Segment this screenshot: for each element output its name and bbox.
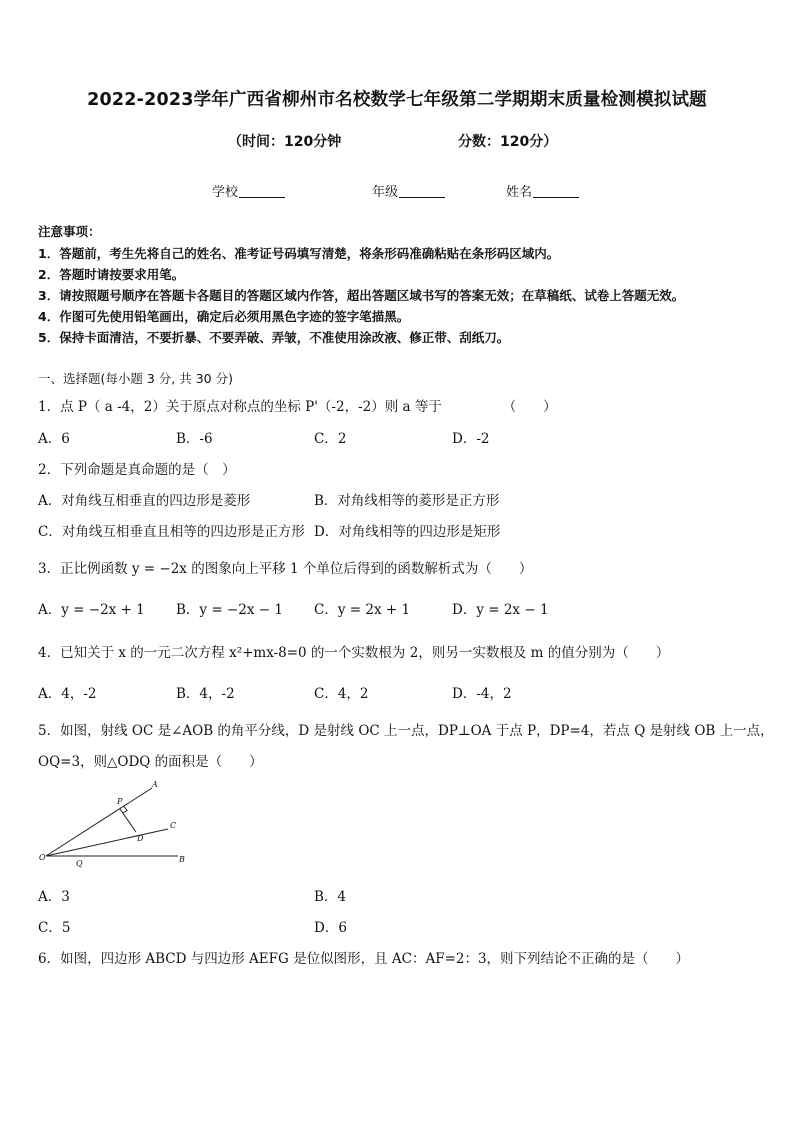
ray-oa [46,788,152,856]
q1-option-c[interactable]: C．2 [314,431,347,447]
label-q: Q [76,859,83,868]
q5-option-a[interactable]: A．3 [38,889,70,905]
q1-option-d[interactable]: D．-2 [452,431,490,447]
label-b: B [179,855,185,864]
school-blank[interactable] [239,184,285,198]
segment-dp [120,809,136,832]
exam-time: （时间：120分钟 [228,134,342,150]
q5-option-b[interactable]: B．4 [314,889,347,905]
question-6-stem: 6．如图，四边形 ABCD 与四边形 AEFG 是位似图形，且 AC：AF=2：3，则下列结论不正确的是（ ） [38,951,690,967]
question-5-stem-line-2: OQ=3，则△ODQ 的面积是（ ） [38,754,263,770]
note-item: 2．答题时请按要求用笔。 [38,267,185,282]
grade-blank[interactable] [399,184,445,198]
exam-score: 分数：120分） [458,134,558,150]
name-field [506,181,579,200]
name-blank[interactable] [533,184,579,198]
q2-option-b[interactable]: B．对角线相等的菱形是正方形 [314,493,500,509]
note-item: 1．答题前，考生先将自己的姓名、准考证号码填写清楚，将条形码准确粘贴在条形码区域内。 [38,246,560,261]
q4-option-b[interactable]: B．4，-2 [176,686,235,702]
question-3-stem: 3．正比例函数 y = −2x 的图象向上平移 1 个单位后得到的函数解析式为（ ） [38,561,533,577]
label-c: C [170,821,177,830]
school-field [212,181,285,200]
ray-oc [46,829,168,856]
q4-option-c[interactable]: C．4，2 [314,686,369,702]
question-5-stem-line-1: 5．如图，射线 OC 是∠AOB 的角平分线，D 是射线 OC 上一点，DP⊥OA 于点 P，DP=4，若点 Q 是射线 OB 上一点， [38,723,774,739]
grade-field [372,181,445,200]
q3-option-a[interactable]: A．y = −2x + 1 [38,602,145,618]
q3-option-b[interactable]: B．y = −2x − 1 [176,602,283,618]
note-item: 3．请按照题号顺序在答题卡各题目的答题区域内作答，超出答题区域书写的答案无效；在草稿纸、试卷上答题无效。 [38,288,685,303]
school-label: 学校 [212,185,239,200]
q3-option-d[interactable]: D．y = 2x − 1 [452,602,549,618]
section-heading: 一、选择题(每小题 3 分, 共 30 分) [38,371,233,386]
question-1-stem: 1．点 P（ a -4，2）关于原点对称点的坐标 P'（-2，-2）则 a 等于 （ ） [38,399,557,415]
q5-option-c[interactable]: C．5 [38,920,71,936]
grade-label: 年级 [372,185,399,200]
notes-heading: 注意事项： [38,224,101,239]
q1-option-a[interactable]: A．6 [38,431,70,447]
q5-option-d[interactable]: D．6 [314,920,347,936]
label-d: D [137,834,144,843]
q1-option-b[interactable]: B．-6 [176,431,213,447]
label-a: A [152,780,158,789]
q4-option-a[interactable]: A．4，-2 [38,686,97,702]
note-item: 5．保持卡面清洁，不要折暴、不要弄破、弄皱，不准使用涂改液、修正带、刮纸刀。 [38,330,510,345]
label-p: P [117,797,123,806]
question-2-stem: 2．下列命题是真命题的是（ ） [38,462,236,478]
q3-option-c[interactable]: C．y = 2x + 1 [314,602,411,618]
note-item: 4．作图可先使用铅笔画出，确定后必须用黑色字迹的签字笔描黑。 [38,309,410,324]
label-o: O [39,853,46,862]
angle-bisector-figure [36,776,196,872]
q2-option-d[interactable]: D．对角线相等的四边形是矩形 [314,524,501,540]
q4-option-d[interactable]: D．-4，2 [452,686,512,702]
page-title: 2022-2023学年广西省柳州市名校数学七年级第二学期期末质量检测模拟试题 [87,90,707,110]
right-angle-mark [123,807,127,814]
name-label: 姓名 [506,185,533,200]
question-4-stem: 4．已知关于 x 的一元二次方程 x²+mx-8=0 的一个实数根为 2，则另一实数根及 m 的值分别为（ ） [38,645,670,661]
q2-option-c[interactable]: C．对角线互相垂直且相等的四边形是正方形 [38,524,305,540]
q2-option-a[interactable]: A．对角线互相垂直的四边形是菱形 [38,493,251,509]
